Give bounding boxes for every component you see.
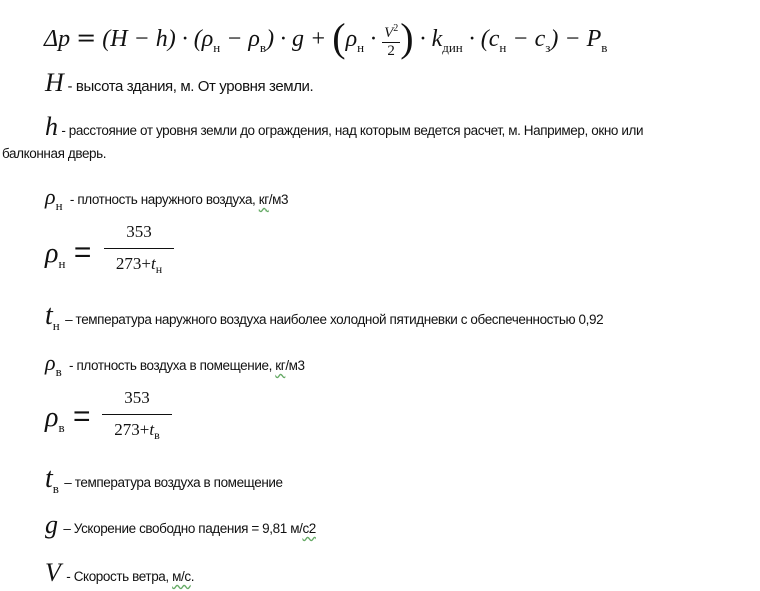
formula-lhs: Δp [44, 26, 71, 52]
fraction-bar [102, 414, 172, 415]
symbol: ρ [45, 184, 56, 209]
definition-rho-v [45, 350, 305, 380]
definition-text: - высота здания, м. От уровня земли. [63, 78, 314, 95]
symbol-sub: н [55, 198, 63, 213]
formula-sub: з [545, 40, 551, 55]
fraction-bar [104, 248, 174, 249]
frac-den [102, 420, 172, 443]
formula-sub: н [213, 40, 221, 55]
symbol-sub: в [52, 481, 59, 496]
formula-part: · [364, 26, 383, 52]
definition-t-n [45, 300, 603, 334]
formula-eq: = [76, 24, 97, 52]
definition-text: - плотность наружного воздуха, [66, 192, 259, 207]
definition-text: - Скорость ветра, [62, 569, 173, 584]
den-text: 273+ [114, 420, 150, 439]
formula-sub: дин [442, 40, 463, 55]
frac-num: V [384, 25, 394, 42]
definition-text: - расстояние от уровня земли до ограждения, над которым ведется расчет, м. Например, окно или [58, 123, 644, 138]
definition-h [45, 112, 643, 142]
formula-sub: н [357, 40, 365, 55]
symbol: h [45, 112, 58, 141]
unit: /м3 [285, 358, 305, 373]
frac-den: 2 [387, 43, 395, 60]
formula-part: ) − P [550, 26, 602, 52]
symbol-sub: н [58, 256, 66, 271]
symbol: t [45, 463, 53, 494]
unit: /м3 [268, 192, 289, 207]
symbol: ρ [45, 402, 59, 433]
formula-part: (H − h) · (ρ [102, 26, 214, 52]
symbol: H [45, 68, 64, 97]
den-text: 273+ [115, 254, 151, 273]
symbol-sub: в [58, 420, 65, 435]
punctuation: . [190, 569, 195, 584]
definition-V [45, 558, 194, 588]
definition-text: – температура наружного воздуха наиболее холодной пятидневки с обеспеченностью 0,92 [61, 312, 604, 327]
definition-t-v [45, 463, 283, 497]
formula-part: · (c [462, 26, 500, 52]
paren-close: ) [400, 15, 414, 60]
den-var: t [149, 420, 155, 439]
frac-den [104, 254, 174, 277]
symbol: ρ [45, 350, 56, 375]
unit: кг [258, 192, 269, 207]
equals: = [73, 400, 91, 433]
definition-text: – температура воздуха в помещение [60, 475, 283, 490]
formula-part: ρ [345, 26, 358, 52]
symbol: ρ [45, 238, 59, 269]
den-var: t [150, 254, 156, 273]
symbol-sub: н [52, 318, 60, 333]
frac-num: 353 [126, 222, 152, 241]
main-formula [44, 14, 607, 61]
formula-sub: в [601, 40, 608, 55]
den-sub: н [155, 262, 163, 276]
den-sub: в [154, 428, 160, 442]
paren-open: ( [332, 15, 346, 60]
symbol: V [45, 558, 61, 587]
definition-H [45, 68, 313, 98]
fraction-v2 [382, 20, 400, 60]
frac-sup: 2 [393, 23, 399, 35]
unit: кг [275, 358, 286, 373]
definition-g [45, 510, 316, 540]
formula-part: ) · g + [266, 26, 333, 52]
formula-sub: в [259, 40, 267, 55]
symbol: t [45, 300, 53, 331]
formula-sub: н [499, 40, 507, 55]
equals: = [73, 236, 92, 269]
formula-part: · k [413, 26, 443, 52]
definition-rho-n [45, 184, 288, 214]
definition-text: – Ускорение свободно падения = 9,81 м/ [60, 521, 303, 536]
symbol-sub: в [55, 364, 62, 379]
definition-text: - плотность воздуха в помещение, [65, 358, 276, 373]
formula-part: − ρ [220, 26, 260, 52]
frac-num: 353 [124, 388, 150, 407]
unit: с2 [302, 521, 316, 536]
definition-text-cont: балконная дверь. [2, 146, 107, 161]
unit: м/с [172, 569, 191, 584]
symbol: g [45, 510, 58, 539]
formula-part: − c [506, 26, 546, 52]
